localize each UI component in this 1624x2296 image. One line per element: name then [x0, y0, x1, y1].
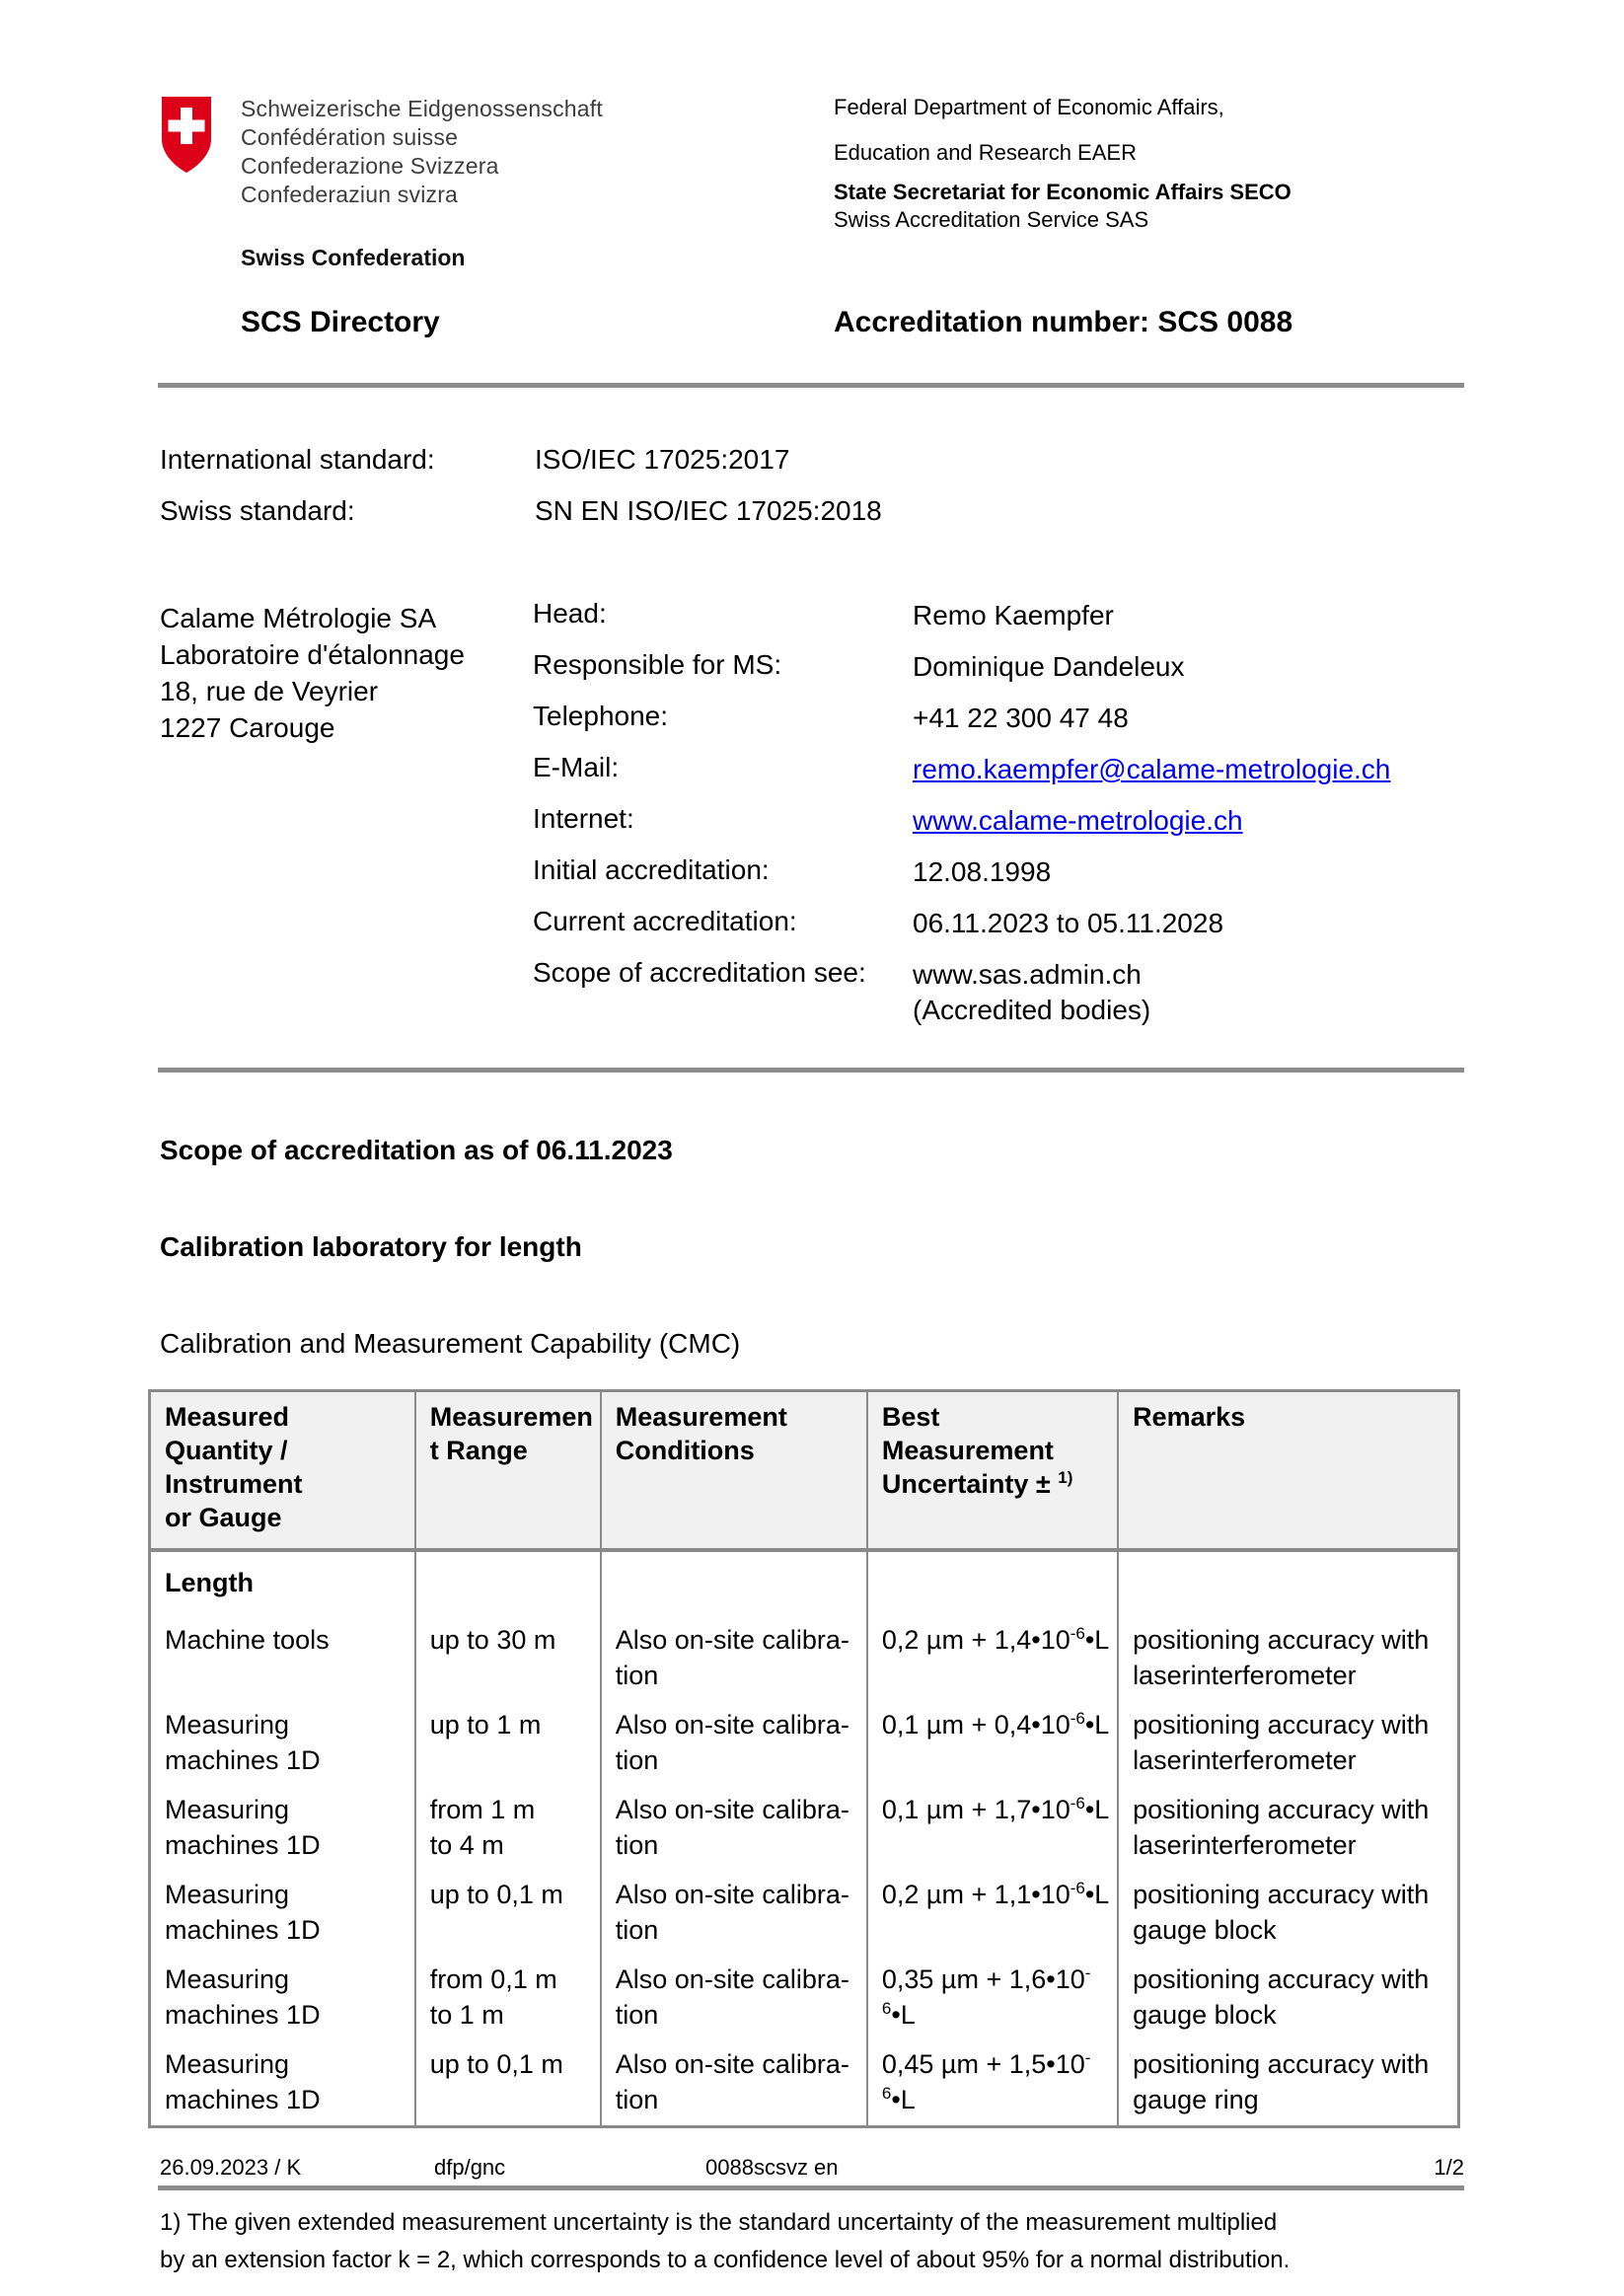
standard-value: ISO/IEC 17025:2017: [535, 444, 790, 475]
cmc-cell-range: up to 0,1 m: [416, 1871, 602, 1956]
cmc-cell-conditions: Also on-site calibra- tion: [602, 1616, 868, 1701]
cmc-cell-range: up to 1 m: [416, 1701, 602, 1786]
contact-label: Initial accreditation:: [533, 854, 770, 885]
organization-street: 18, rue de Veyrier: [160, 676, 379, 706]
cmc-table-row: [151, 2040, 1457, 2125]
cmc-section-row: [151, 1552, 1457, 1616]
contact-row-internet: [533, 803, 1421, 854]
cmc-cell-quantity: Measuring machines 1D: [151, 1701, 416, 1786]
footer-page-number: 1/2: [1434, 2155, 1464, 2180]
cmc-cell-uncertainty: 0,1 $\mu m + 0,4•10^{-6}•L$: [868, 1701, 1119, 1786]
cmc-cell-remarks: positioning accuracy with laserinterferometer: [1133, 1625, 1430, 1690]
contact-row-current-accreditation: [533, 906, 1421, 957]
contact-label: Internet:: [533, 803, 634, 834]
swiss-confederation-caption: Swiss Confederation: [241, 245, 466, 270]
standard-label: International standard:: [160, 444, 435, 475]
cmc-cell-range: from 0,1 m to 1 m: [416, 1956, 602, 2040]
contact-label: Scope of accreditation see:: [533, 957, 866, 988]
horizontal-rule-footer: [158, 2185, 1464, 2190]
organization-address: [160, 600, 515, 746]
lab-heading: Calibration laboratory for length: [160, 1231, 582, 1262]
department-line-2: Education and Research EAER: [834, 140, 1137, 165]
swiss-shield-icon: [160, 95, 213, 176]
contact-value: 06.11.2023 to 05.11.2028: [913, 908, 1224, 938]
contact-label: Head:: [533, 598, 607, 629]
standard-row: [160, 444, 882, 495]
footer-code: dfp/gnc: [434, 2155, 506, 2180]
footer-docid: 0088scsvz en: [705, 2155, 839, 2180]
cmc-heading: Calibration and Measurement Capability (CMC): [160, 1328, 741, 1359]
contact-value: 12.08.1998: [913, 856, 1052, 887]
cmc-cell-remarks: positioning accuracy with laserinterferometer: [1133, 1710, 1430, 1775]
cmc-cell-remarks: positioning accuracy with gauge ring: [1133, 2049, 1430, 2114]
cmc-cell-conditions: Also on-site calibra- tion: [602, 1701, 868, 1786]
scope-heading: Scope of accreditation as of 06.11.2023: [160, 1135, 673, 1165]
cmc-cell-range: up to 0,1 m: [416, 2040, 602, 2125]
footnote-line-2: by an extension factor k = 2, which corresponds to a confidence level of about 95% for a normal distribution.: [160, 2247, 1291, 2273]
contact-value: Dominique Dandeleux: [913, 651, 1185, 682]
cmc-cell-quantity: Measuring machines 1D: [151, 1786, 416, 1871]
cmc-table-row: [151, 1871, 1457, 1956]
cmc-cell-remarks: positioning accuracy with gauge block: [1133, 1964, 1430, 2030]
footer-row: [160, 2155, 1464, 2183]
cmc-cell-uncertainty: 0,45 µm + 1,5•10- $^6$•L: [868, 2040, 1119, 2125]
cmc-cell-conditions: Also on-site calibra- tion: [602, 1786, 868, 1871]
federal-logo: [160, 95, 603, 209]
footnote: [160, 2204, 1344, 2279]
logo-lang-de: Schweizerische Eidgenossenschaft: [241, 96, 603, 121]
contact-row-responsible: [533, 649, 1421, 701]
cmc-cell-remarks: positioning accuracy with laserinterferometer: [1133, 1795, 1430, 1860]
cmc-cell-range: up to 30 m: [416, 1616, 602, 1701]
contact-row-email: [533, 752, 1421, 803]
horizontal-rule-top: [158, 383, 1464, 388]
cmc-cell-range: from 1 m to 4 m: [416, 1786, 602, 1871]
website-link[interactable]: www.calame-metrologie.ch: [913, 805, 1243, 836]
horizontal-rule-middle: [158, 1068, 1464, 1073]
cmc-section-label: Length: [151, 1552, 416, 1616]
col-header-measurement-range: Measuremen t Range: [416, 1392, 602, 1548]
cmc-cell-uncertainty: 0,2 $\mu m + 1,4•10^{-6}•L$: [868, 1616, 1119, 1701]
footnote-line-1: 1) The given extended measurement uncertainty is the standard uncertainty of the measurement multiplied: [160, 2209, 1278, 2236]
contact-label: Responsible for MS:: [533, 649, 782, 680]
cmc-cell-quantity: Measuring machines 1D: [151, 1956, 416, 2040]
accreditation-number: Accreditation number: SCS 0088: [834, 306, 1293, 338]
cmc-cell-quantity: Measuring machines 1D: [151, 1871, 416, 1956]
department-line-4: Swiss Accreditation Service SAS: [834, 207, 1149, 232]
contact-value: [913, 957, 1150, 1028]
cmc-cell-uncertainty: 0,2 $\mu m + 1,1•10^{-6}•L$: [868, 1871, 1119, 1956]
organization-city: 1227 Carouge: [160, 712, 335, 743]
logo-lang-rm: Confederaziun svizra: [241, 182, 459, 207]
cmc-cell-quantity: Measuring machines 1D: [151, 2040, 416, 2125]
col-header-measurement-conditions: Measurement Conditions: [602, 1392, 868, 1548]
department-line-3: State Secretariat for Economic Affairs SECO: [834, 180, 1292, 204]
sas-website-text: www.sas.admin.ch: [913, 959, 1142, 990]
department-line-1: Federal Department of Economic Affairs,: [834, 95, 1224, 119]
contact-label: Current accreditation:: [533, 906, 797, 936]
standard-label: Swiss standard:: [160, 495, 355, 526]
logo-lang-fr: Confédération suisse: [241, 124, 459, 150]
page-title: SCS Directory: [241, 306, 440, 338]
col-header-remarks: Remarks: [1133, 1402, 1246, 1432]
contact-row-head: [533, 598, 1421, 649]
contact-row-initial-accreditation: [533, 854, 1421, 906]
contact-row-scope-see: [533, 957, 1421, 1028]
standard-value: SN EN ISO/IEC 17025:2018: [535, 495, 882, 526]
col-header-measured-quantity: Measured Quantity / Instrument or Gauge: [151, 1392, 416, 1548]
cmc-table-row: [151, 1956, 1457, 2040]
contact-label: Telephone:: [533, 701, 669, 731]
cmc-cell-uncertainty: 0,35 µm + 1,6•10- $^6$•L: [868, 1956, 1119, 2040]
cmc-table-header-row: [151, 1392, 1457, 1552]
contact-value: +41 22 300 47 48: [913, 703, 1129, 733]
cmc-table-row: [151, 1616, 1457, 1701]
cmc-table: [148, 1389, 1460, 2128]
cmc-table-row: [151, 1786, 1457, 1871]
contact-value: Remo Kaempfer: [913, 600, 1114, 630]
cmc-table-row: [151, 1701, 1457, 1786]
contact-rows: [533, 598, 1421, 1028]
logo-lang-it: Confederazione Svizzera: [241, 153, 499, 179]
department-block: [834, 95, 1292, 233]
col-header-best-measurement-uncertainty: Best Measurement Uncertainty ± $^{1)}$: [868, 1392, 1119, 1548]
logo-language-lines: [241, 95, 603, 209]
cmc-cell-conditions: Also on-site calibra- tion: [602, 1871, 868, 1956]
email-link[interactable]: remo.kaempfer@calame-metrologie.ch: [913, 754, 1391, 784]
contact-label: E-Mail:: [533, 752, 620, 782]
organization-name: Calame Métrologie SA: [160, 603, 437, 633]
accredited-bodies-note: (Accredited bodies): [913, 995, 1151, 1025]
contact-row-telephone: [533, 701, 1421, 752]
cmc-cell-uncertainty: 0,1 $\mu m + 1,7•10^{-6}•L$: [868, 1786, 1119, 1871]
standards-section: [160, 444, 882, 547]
organization-dept: Laboratoire d'étalonnage: [160, 639, 465, 670]
cmc-cell-conditions: Also on-site calibra- tion: [602, 2040, 868, 2125]
standard-row: [160, 495, 882, 547]
cmc-cell-conditions: Also on-site calibra- tion: [602, 1956, 868, 2040]
cmc-cell-remarks: positioning accuracy with gauge block: [1133, 1880, 1430, 1945]
cmc-table-body: [151, 1616, 1457, 2125]
footer-date: 26.09.2023 / K: [160, 2155, 302, 2180]
cmc-cell-quantity: Machine tools: [151, 1616, 416, 1701]
